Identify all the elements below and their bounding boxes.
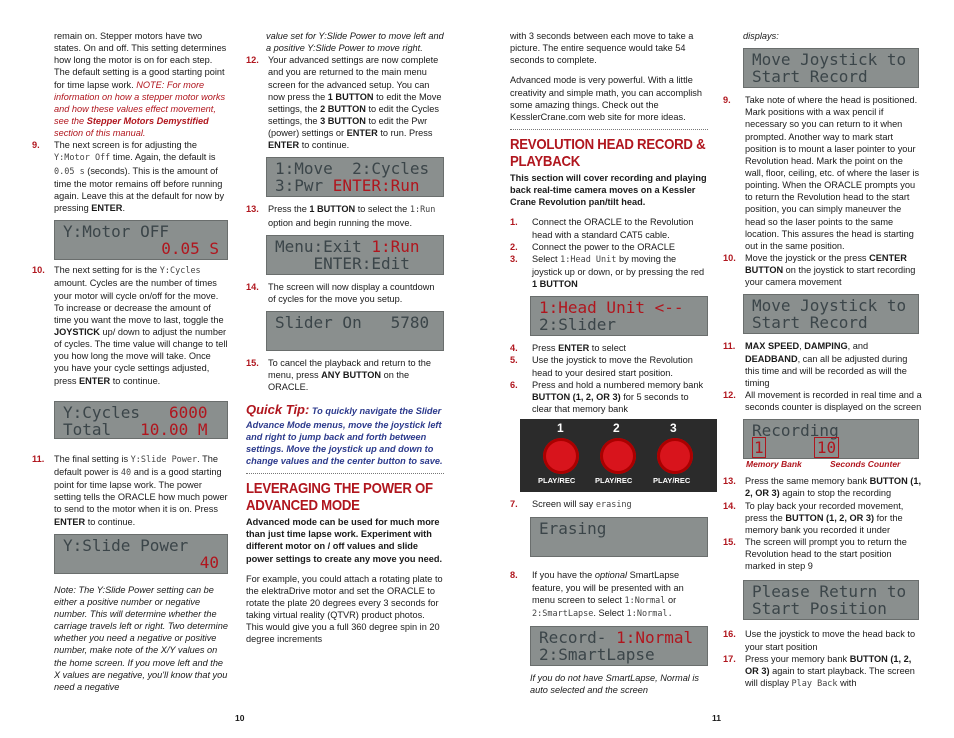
step-3: 3. Select 1:Head Unit by moving the joystick up or down, or by pressing the red 1 BUTTON (510, 253, 705, 290)
step-13: 13. Press the same memory bank BUTTON (1, 2, OR 3) again to stop the recording (723, 476, 921, 499)
lcd-screen: Erasing (530, 517, 708, 557)
lcd-screen: 1:Head Unit <-- 2:Slider (530, 296, 708, 336)
step-13: 13. Press the 1 BUTTON to select the 1:Run option and begin running the move. (246, 204, 436, 228)
paragraph: with 3 seconds between each move to take a picture. The entire sequence would take 54 seconds to complete. (510, 31, 694, 66)
note: Note: The Y:Slide Power setting can be either a positive number or negative number. This will determine whether the carriage travels left or right. Two determine whether you need a negative or positive number, make note of the X/Y values on the home screen. If you move left and the X values are negative, you'll know that you need a negative (54, 584, 228, 692)
column-1 (32, 30, 228, 693)
column-2 (246, 30, 444, 646)
step-6: 6. Press and hold a numbered memory bank BUTTON (1, 2, OR 3) for 5 seconds to clear that memory bank (510, 379, 704, 415)
lcd-screen: Please Return to Start Position (743, 580, 919, 620)
button-number: 2 (613, 421, 620, 436)
step-17: 17. Press your memory bank BUTTON (1, 2, OR 3) again to start playback. The screen will display Play Back with (723, 653, 915, 689)
paragraph: value set for Y:Slide Power to move left and a positive Y:Slide Power to move right. (266, 31, 444, 54)
step-1: 1. Connect the ORACLE to the Revolution head with a standard CAT5 cable. (510, 217, 694, 240)
step-11: 11. The final setting is Y:Slide Power. The default power is 40 and is a good starting point for time lapse work. The power setting tells the ORACLE how much power to send to the motor when it is on. Press ENTER to continue. (32, 453, 228, 527)
button-number: 3 (670, 421, 677, 436)
step-8: 8. If you have the optional SmartLapse feature, you will be presented with an menu screen to select 1:Normal or 2:SmartLapse. Select 1:Normal. (510, 570, 684, 619)
step-9: 9. Take note of where the head is positioned. Mark positions with a wax pencil if necessary so you can return to it when prompted. Another way to mark start position is to mount a laser pointer to your Revolution head. Mark the point on the wall, floor, ceiling, etc. of where the laser is pointing. When the ORACLE prompts you to return the Revolution head to the start position, you can simply maneuver the head so the laser points to the same location. This assures the head is starting out in the same position. (723, 95, 920, 251)
lcd-screen: Slider On 5780 (266, 311, 444, 351)
step-9: 9. The next screen is for adjusting the Y:Motor Off time. Again, the default is 0.05 s (seconds). This is the amount of time the motor remains off before running again. Leave this at the default for now by pressing ENTER. (32, 140, 225, 214)
page-number: 11 (712, 713, 721, 723)
step-16: 16. Use the joystick to move the head back to your start position (723, 629, 916, 652)
step-14: 14. The screen will now display a countdown of cycles for the move you setup. (246, 281, 435, 304)
step-12: 12. All movement is recorded in real time and a seconds counter is displayed on the screen (723, 389, 922, 413)
button-label: PLAY/REC (538, 476, 576, 486)
step-12: 12. Your advanced settings are now complete and you are returned to the main menu screen for the advanced setup. You can now press the 1 BUTTON to edit the Move settings, the 2 BUTTON to edit the Cycles settings, the 3 BUTTON to edit the Pwr (power) settings or ENTER to run. Press ENTER to continue. (246, 55, 442, 151)
play-rec-button-2 (600, 438, 636, 474)
play-rec-button-3 (657, 438, 693, 474)
lcd-screen: Move Joystick to Start Record (743, 48, 919, 88)
divider (246, 473, 444, 474)
divider (510, 129, 708, 130)
step-15: 15. The screen will prompt you to return the Revolution head to the start position marked in step 9 (723, 536, 907, 572)
section-heading: REVOLUTION HEAD RECORD & PLAYBACK (510, 135, 706, 170)
page-number: 10 (235, 713, 245, 723)
step-4: 4. Press ENTER to select (510, 343, 626, 354)
step-10: 10. Move the joystick or the press CENTER BUTTON on the joystick to start recording your camera movement (723, 252, 916, 288)
step-11: 11. MAX SPEED, DAMPING, and DEADBAND, can all be adjusted during this time and will be recorded as will the timing (723, 341, 908, 388)
paragraph: displays: (743, 31, 779, 41)
step-5: 5. Use the joystick to move the Revolution head to your desired start position. (510, 355, 693, 378)
button-label: PLAY/REC (653, 476, 691, 486)
column-3 (510, 30, 708, 696)
paragraph: If you do not have SmartLapse, Normal is auto selected and the screen (530, 673, 700, 696)
play-rec-button-1 (543, 438, 579, 474)
lcd-screen: Move Joystick to Start Record (743, 294, 919, 334)
lcd-screen: 1:Move 2:Cycles 3:Pwr ENTER:Run (266, 157, 444, 197)
step-2: 2. Connect the power to the ORACLE (510, 241, 675, 252)
button-number: 1 (557, 421, 564, 436)
paragraph: remain on. Stepper motors have two states. On and off. This setting determines how long the motor is on for each step. The default setting is a good starting point for time lapse work. NOTE: For more information on how a stepper motor works and how these values effect movement, see the Stepper Motors Demystified section of this manual. (54, 31, 227, 139)
step-10: 10. The next setting for is the Y:Cycles amount. Cycles are the number of times your motor will cycle on/off for the move. To increase or decrease the amount of time you want the move to last, toggle the JOYSTICK up/ down to adjust the number of cycles. The time value will change to tell you how long the move will take. Once you have your cycle settings adjusted, press ENTER to continue. (32, 265, 228, 386)
button-label: PLAY/REC (595, 476, 633, 486)
paragraph: Advanced mode can be used for much more than just time lapse work. Experiment with different motor on / off values and slide power settings to create any move you need. (246, 517, 443, 564)
lcd-screen: Recording 1 10 (743, 419, 919, 459)
column-4 (723, 30, 923, 690)
step-15: 15. To cancel the playback and return to the menu, press ANY BUTTON on the ORACLE. (246, 358, 431, 393)
paragraph: Advanced mode is very powerful. With a little creativity and simple math, you can accomplish some amazing things. Check out the KesslerCrane.com web site for more ideas. (510, 75, 702, 122)
step-14: 14. To play back your recorded movement, press the BUTTON (1, 2, OR 3) for the memory bank you recorded it under (723, 500, 904, 535)
lcd-screen: Y:Motor OFF 0.05 S (54, 220, 228, 260)
lcd-screen: Y:Slide Power 40 (54, 534, 228, 574)
quick-tip: Quick Tip: To quickly navigate the Slider Advance Mode menus, move the joystick left and right to jump back and forth between settings. Move the joystick up and down to change values and the center button to save. (246, 402, 443, 467)
memory-bank-buttons-photo (520, 419, 717, 492)
step-7: 7. Screen will say erasing (510, 499, 632, 511)
section-heading: LEVERAGING THE POWER OF ADVANCED MODE (246, 480, 433, 515)
lcd-screen: Y:Cycles 6000 Total 10.00 M (54, 401, 228, 439)
lcd-screen: Menu:Exit 1:Run ENTER:Edit (266, 235, 444, 275)
paragraph: For example, you could attach a rotating plate to the elektraDrive motor and set the ORACLE to rotate the plate 20 degrees every 3 seconds for taking virtual reality (QTVR) product photos. This would give you a full 360 degree spin in 20 degree increments (246, 573, 443, 645)
lcd-screen: Record- 1:Normal 2:SmartLapse (530, 626, 708, 666)
paragraph: This section will cover recording and playing back real-time camera moves on a Kessler Crane Revolution pan/tilt head. (510, 172, 707, 208)
lcd-captions: Memory Bank Seconds Counter (746, 459, 901, 470)
